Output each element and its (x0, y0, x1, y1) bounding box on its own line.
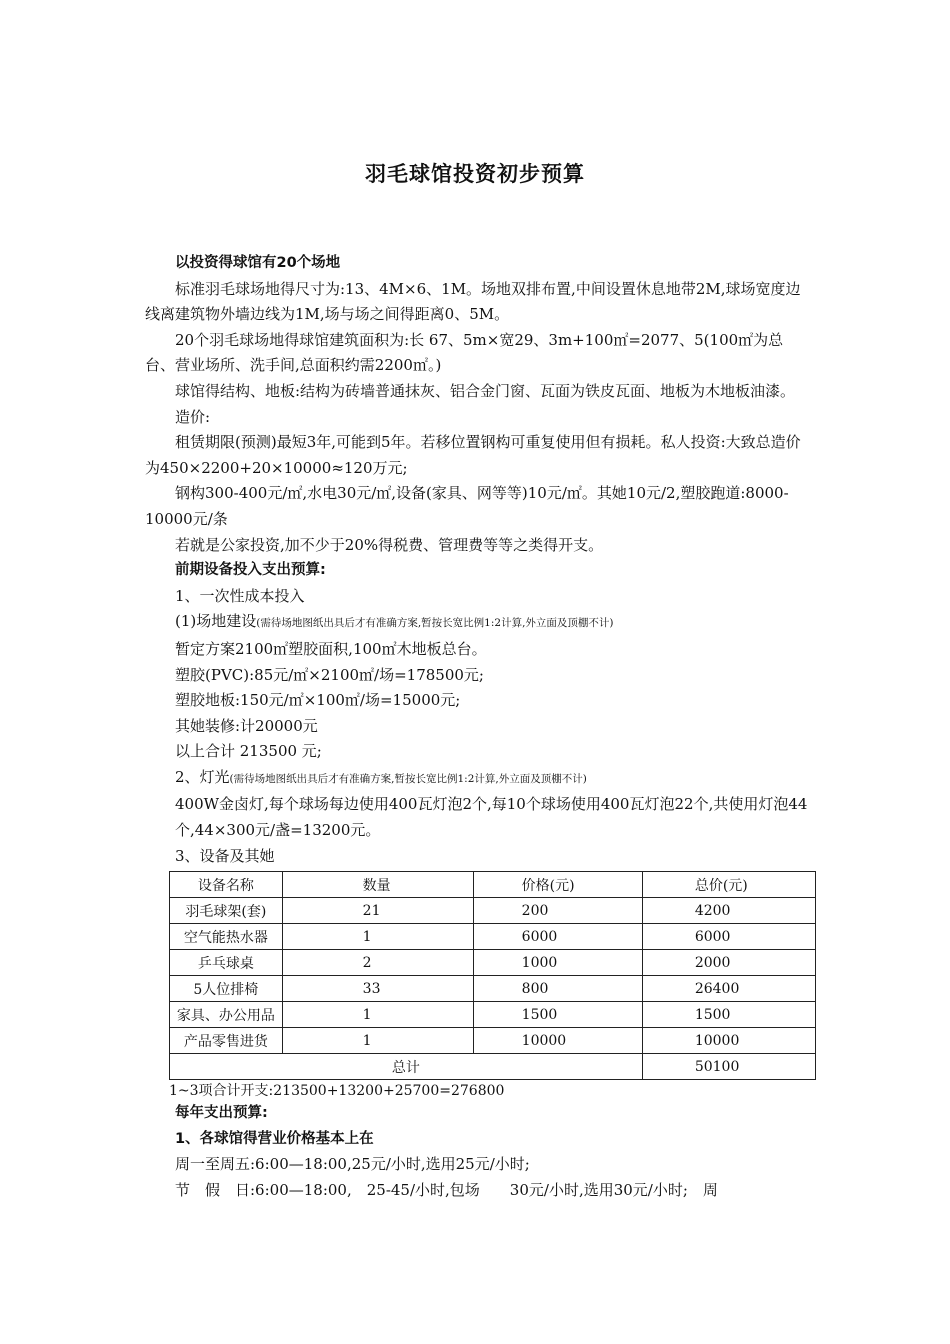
sum-line: 1~3项合计开支:213500+13200+25700=276800 (169, 1083, 505, 1100)
weekday-pricing: 周一至周五:6:00—18:00,25元/小时,选用25元/小时; (175, 1155, 530, 1174)
paragraph-structure: 球馆得结构、地板:结构为砖墙普通抹灰、铝合金门窗、瓦面为铁皮瓦面、地板为木地板油漆。 (175, 381, 796, 400)
plan-line: 暂定方案2100㎡塑胶面积,100㎡木地板总台。 (175, 639, 487, 658)
cell-name: 产品零售进货 (170, 1028, 283, 1054)
holiday-pricing: 节 假 日:6:00—18:00, 25-45/小时,包场 30元/小时,选用30元/小时; 周 (175, 1181, 718, 1200)
total-value: 50100 (642, 1054, 815, 1080)
table-row (170, 1028, 816, 1054)
total-label: 总计 (170, 1054, 643, 1080)
prelim-budget-heading: 前期设备投入支出预算: (175, 562, 326, 579)
paragraph-cost-label: 造价: (175, 407, 211, 426)
cell-total: 26400 (642, 976, 815, 1002)
paragraph-building-area: 20个羽毛球场地得球馆建筑面积为:长 67、5m×宽29、3m+100㎡=2077、5(100㎡为总台、营业场所、洗手间,总面积约需2200㎡。) (145, 330, 784, 375)
paragraph-public-investment: 若就是公家投资,加不少于20%得税费、管理费等等之类得开支。 (175, 535, 604, 554)
header-total: 总价(元) (642, 872, 815, 898)
cell-price: 1000 (473, 950, 642, 976)
item-equipment: 3、设备及其她 (175, 846, 275, 865)
floor-line: 塑胶地板:150元/㎡×100㎡/场=15000元; (175, 691, 461, 710)
cell-name: 5人位排椅 (170, 976, 283, 1002)
header-qty: 数量 (282, 872, 473, 898)
cell-total: 6000 (642, 924, 815, 950)
cell-name: 空气能热水器 (170, 924, 283, 950)
table-header-row (170, 872, 816, 898)
lighting-label: 2、灯光 (175, 767, 230, 786)
paragraph-standard-size: 标准羽毛球场地得尺寸为:13、4M×6、1M。场地双排布置,中间设置休息地带2M,球场宽度边线离建筑物外墙边线为1M,场与场之间得距离0、5M。 (145, 279, 801, 324)
table-row (170, 950, 816, 976)
pvc-line: 塑胶(PVC):85元/㎡×2100㎡/场=178500元; (175, 665, 484, 684)
cell-qty: 33 (282, 976, 473, 1002)
table-row (170, 898, 816, 924)
cell-price: 1500 (473, 1002, 642, 1028)
cell-price: 800 (473, 976, 642, 1002)
site-construction-note: (需待场地图纸出具后才有准确方案,暂按长宽比例1:2计算,外立面及顶棚不计) (256, 617, 614, 630)
lighting-note: (需待场地图纸出具后才有准确方案,暂按长宽比例1:2计算,外立面及顶棚不计) (229, 772, 587, 785)
annual-item-pricing: 1、各球馆得营业价格基本上在 (175, 1130, 374, 1147)
item-lighting (145, 765, 810, 793)
header-name: 设备名称 (170, 872, 283, 898)
site-construction-label: (1)场地建设 (175, 612, 257, 631)
decoration-line: 其她装修:计20000元 (175, 716, 318, 735)
equipment-table (169, 871, 816, 1080)
subtotal-line: 以上合计 213500 元; (175, 742, 322, 761)
table-row (170, 976, 816, 1002)
cell-qty: 21 (282, 898, 473, 924)
cell-qty: 1 (282, 1028, 473, 1054)
header-price: 价格(元) (473, 872, 642, 898)
cell-qty: 2 (282, 950, 473, 976)
cell-total: 4200 (642, 898, 815, 924)
item-site-construction (145, 609, 810, 637)
cell-price: 6000 (473, 924, 642, 950)
cell-name: 家具、办公用品 (170, 1002, 283, 1028)
cell-price: 10000 (473, 1028, 642, 1054)
lighting-paragraph: 400W金卤灯,每个球场每边使用400瓦灯泡2个,每10个球场使用400瓦灯泡22个,共使用灯泡44个,44×300元/盏=13200元。 (175, 795, 808, 840)
table-total-row (170, 1054, 816, 1080)
page-title: 羽毛球馆投资初步预算 (365, 162, 585, 186)
cell-name: 乒乓球桌 (170, 950, 283, 976)
cell-total: 10000 (642, 1028, 815, 1054)
cell-total: 1500 (642, 1002, 815, 1028)
cell-price: 200 (473, 898, 642, 924)
paragraph-lease: 租赁期限(预测)最短3年,可能到5年。若移位置钢构可重复使用但有损耗。私人投资:大致总造价为450×2200+20×10000≈120万元; (145, 433, 801, 477)
cell-total: 2000 (642, 950, 815, 976)
paragraph-steel: 钢构300-400元/㎡,水电30元/㎡,设备(家具、网等等)10元/㎡。其她10元/2,塑胶跑道:8000-10000元/条 (145, 484, 789, 528)
item-one-time-cost: 1、一次性成本投入 (175, 586, 305, 605)
table-row (170, 924, 816, 950)
section-heading: 以投资得球馆有20个场地 (175, 255, 341, 271)
cell-name: 羽毛球架(套) (170, 898, 283, 924)
annual-budget-heading: 每年支出预算: (175, 1105, 268, 1122)
document-body (145, 251, 810, 1204)
cell-qty: 1 (282, 924, 473, 950)
table-row (170, 1002, 816, 1028)
cell-qty: 1 (282, 1002, 473, 1028)
